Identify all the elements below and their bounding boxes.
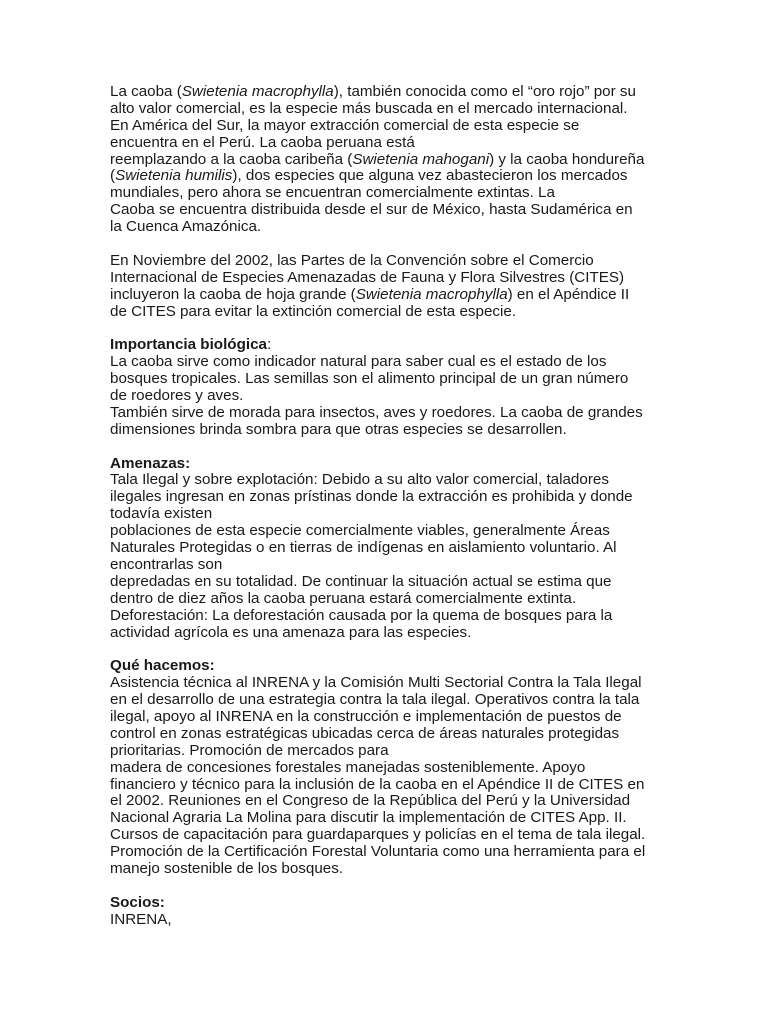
species-name: Swietenia macrophylla <box>355 285 508 303</box>
species-name: Swietenia mahogani <box>352 150 490 168</box>
text-segment: actividad agrícola es una amenaza para las especies. <box>110 623 472 641</box>
paragraph-socios <box>110 895 662 929</box>
paragraph-gap <box>110 878 662 895</box>
text-segment: Cursos de capacitación para guardaparques y policías en el tema de tala ilegal. <box>110 826 646 844</box>
section-heading: Amenazas: <box>110 454 191 472</box>
text-segment: todavía existen <box>110 505 213 523</box>
paragraph-gap <box>110 320 662 337</box>
text-segment: Nacional Agraria La Molina para discutir la implementación de CITES App. II. <box>110 809 627 827</box>
paragraph-que-hacemos <box>110 658 662 878</box>
text-line <box>110 304 662 321</box>
text-segment: prioritarias. Promoción de mercados para <box>110 741 389 759</box>
text-segment: ilegal, apoyo al INRENA en la construcción e implementación de puestos de <box>110 707 622 725</box>
text-line <box>110 912 662 929</box>
text-segment: La caoba sirve como indicador natural para saber cual es el estado de los <box>110 353 607 371</box>
text-line <box>110 861 662 878</box>
paragraph-gap <box>110 439 662 456</box>
text-line <box>110 456 662 473</box>
text-line <box>110 270 662 287</box>
text-line <box>110 557 662 574</box>
text-segment: ), dos especies que alguna vez abastecieron los mercados <box>232 167 628 185</box>
text-line <box>110 574 662 591</box>
text-line <box>110 371 662 388</box>
section-heading: Importancia biológica <box>110 336 267 354</box>
text-segment: la Cuenca Amazónica. <box>110 218 262 236</box>
text-segment: poblaciones de esta especie comercialmente viables, generalmente Áreas <box>110 522 610 540</box>
text-segment: ilegales ingresan en zonas prístinas donde la extracción es prohibida y donde <box>110 488 633 506</box>
paragraph-importancia <box>110 337 662 438</box>
text-line <box>110 219 662 236</box>
text-segment: control en zonas estratégicas ubicadas cerca de áreas naturales protegidas <box>110 724 620 742</box>
text-line <box>110 101 662 118</box>
text-segment: en el desarrollo de una estrategia contra la tala ilegal. Operativos contra la tala <box>110 691 640 709</box>
text-segment: dentro de diez años la caoba peruana estará comercialmente extinta. <box>110 589 577 607</box>
text-segment: En Noviembre del 2002, las Partes de la Convención sobre el Comercio <box>110 251 594 269</box>
text-line <box>110 84 662 101</box>
text-segment: : <box>266 336 272 354</box>
text-segment: de roedores y aves. <box>110 387 244 405</box>
text-segment: alto valor comercial, es la especie más buscada en el mercado internacional. <box>110 99 628 117</box>
text-segment: incluyeron la caoba de hoja grande ( <box>110 285 356 303</box>
text-segment: bosques tropicales. Las semillas son el alimento principal de un gran número <box>110 370 629 388</box>
text-line <box>110 793 662 810</box>
text-segment: En América del Sur, la mayor extracción comercial de esta especie se <box>110 116 580 134</box>
text-line <box>110 844 662 861</box>
text-segment: También sirve de morada para insectos, aves y roedores. La caoba de grandes <box>110 403 643 421</box>
text-line <box>110 895 662 912</box>
text-line <box>110 287 662 304</box>
text-line <box>110 202 662 219</box>
text-line <box>110 709 662 726</box>
text-line <box>110 472 662 489</box>
text-segment: Internacional de Especies Amenazadas de Fauna y Flora Silvestres (CITES) <box>110 268 625 286</box>
text-segment: Caoba se encuentra distribuida desde el sur de México, hasta Sudamérica en <box>110 201 633 219</box>
text-segment: depredadas en su totalidad. De continuar la situación actual se estima que <box>110 572 612 590</box>
text-segment: encuentra en el Perú. La caoba peruana está <box>110 133 415 151</box>
paragraph-cites <box>110 253 662 321</box>
text-line <box>110 608 662 625</box>
text-segment: ), también conocida como el “oro rojo” por su <box>333 83 636 100</box>
text-line <box>110 810 662 827</box>
text-segment: madera de concesiones forestales manejadas sosteniblemente. Apoyo <box>110 758 586 776</box>
text-segment: el 2002. Reuniones en el Congreso de la República del Perú y la Universidad <box>110 792 631 810</box>
text-line <box>110 777 662 794</box>
text-segment: Deforestación: La deforestación causada por la quema de bosques para la <box>110 606 613 624</box>
paragraph-intro <box>110 84 662 236</box>
text-line <box>110 760 662 777</box>
text-line <box>110 625 662 642</box>
text-segment: dimensiones brinda sombra para que otras especies se desarrollen. <box>110 420 567 438</box>
text-line <box>110 185 662 202</box>
text-line <box>110 422 662 439</box>
text-segment: reemplazando a la caoba caribeña ( <box>110 150 353 168</box>
text-line <box>110 591 662 608</box>
text-line <box>110 743 662 760</box>
paragraph-amenazas <box>110 456 662 642</box>
species-name: Swietenia humilis <box>115 167 233 185</box>
text-line <box>110 506 662 523</box>
text-line <box>110 168 662 185</box>
section-heading: Qué hacemos: <box>110 657 215 675</box>
text-segment: financiero y técnico para la inclusión de la caoba en el Apéndice II de CITES en <box>110 775 645 793</box>
text-segment: ) en el Apéndice II <box>507 285 630 303</box>
text-line <box>110 405 662 422</box>
text-segment: encontrarlas son <box>110 555 223 573</box>
text-segment: Tala Ilegal y sobre explotación: Debido a su alto valor comercial, taladores <box>110 471 609 489</box>
text-line <box>110 523 662 540</box>
species-name: Swietenia macrophylla <box>181 83 334 100</box>
text-line <box>110 253 662 270</box>
text-line <box>110 658 662 675</box>
text-segment: La caoba ( <box>110 83 182 100</box>
text-line <box>110 827 662 844</box>
text-segment: Promoción de la Certificación Forestal Voluntaria como una herramienta para el <box>110 843 646 861</box>
text-segment: ( <box>110 167 116 185</box>
text-line <box>110 337 662 354</box>
text-line <box>110 489 662 506</box>
text-segment: ) y la caoba hondureña <box>489 150 645 168</box>
text-segment: manejo sostenible de los bosques. <box>110 859 344 877</box>
text-line <box>110 135 662 152</box>
text-line <box>110 540 662 557</box>
text-segment: mundiales, pero ahora se encuentran comercialmente extintas. La <box>110 184 555 202</box>
text-segment: de CITES para evitar la extinción comercial de esta especie. <box>110 302 517 320</box>
text-line <box>110 388 662 405</box>
text-line <box>110 675 662 692</box>
paragraph-gap <box>110 641 662 658</box>
text-segment: Asistencia técnica al INRENA y la Comisión Multi Sectorial Contra la Tala Ilegal <box>110 674 642 692</box>
text-line <box>110 152 662 169</box>
text-segment: INRENA, <box>110 910 172 928</box>
text-line <box>110 692 662 709</box>
text-line <box>110 354 662 371</box>
paragraph-gap <box>110 236 662 253</box>
text-line <box>110 118 662 135</box>
document-body <box>110 84 662 929</box>
text-line <box>110 726 662 743</box>
section-heading: Socios: <box>110 893 165 911</box>
text-segment: Naturales Protegidas o en tierras de indígenas en aislamiento voluntario. Al <box>110 539 617 557</box>
